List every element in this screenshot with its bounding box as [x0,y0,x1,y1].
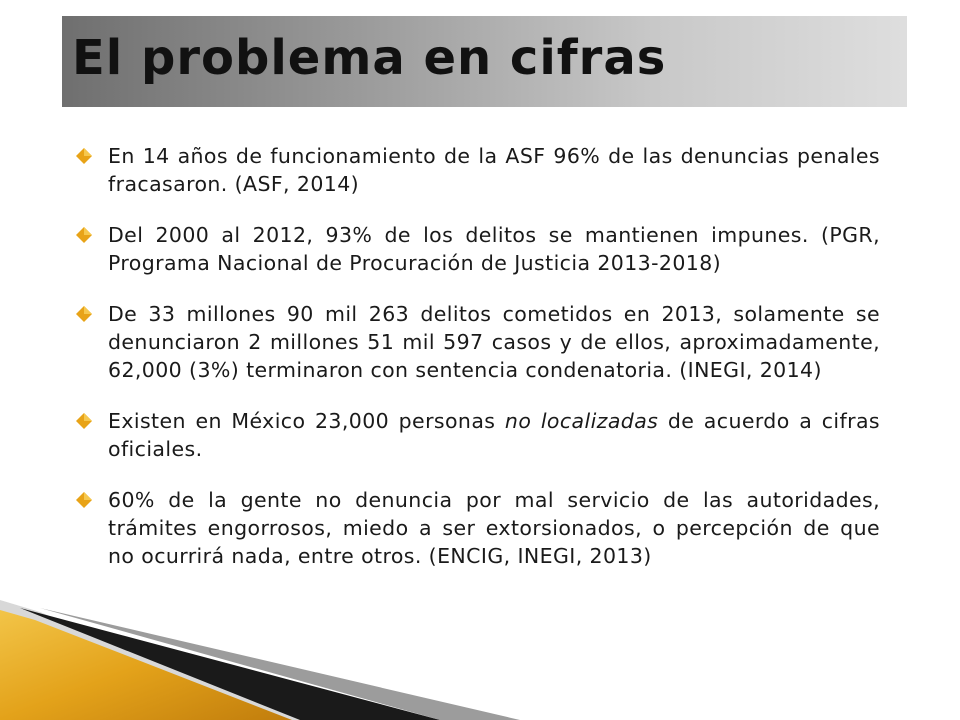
bullet-text: De 33 millones 90 mil 263 delitos cometidos en 2013, solamente se denunciaron 2 millones 51 mil 597 casos y de ellos, aproximadamente, 62,000 (3%) terminaron con sentencia condenatoria. (INEGI, 2014) [108,302,880,382]
diamond-bullet-icon [76,492,92,508]
bullet-text: Existen en México 23,000 personas no localizadas de acuerdo a cifras oficiales. [108,409,880,461]
bullet-text: 60% de la gente no denuncia por mal servicio de las autoridades, trámites engorrosos, miedo a ser extorsionados, o percepción de que no ocurrirá nada, entre otros. (ENCIG, INEGI, 2013) [108,488,880,568]
title-band [62,16,907,107]
diamond-bullet-icon [76,413,92,429]
list-item [72,221,880,277]
list-item [72,486,880,570]
bullet-text: Del 2000 al 2012, 93% de los delitos se mantienen impunes. (PGR, Programa Nacional de Procuración de Justicia 2013-2018) [108,223,880,275]
diamond-bullet-icon [76,148,92,164]
bullet-list [72,142,880,593]
bullet-text: En 14 años de funcionamiento de la ASF 96% de las denuncias penales fracasaron. (ASF, 2014) [108,144,880,196]
page-title: El problema en cifras [72,30,667,86]
list-item [72,142,880,198]
diamond-bullet-icon [76,306,92,322]
diamond-bullet-icon [76,227,92,243]
list-item [72,407,880,463]
list-item [72,300,880,384]
